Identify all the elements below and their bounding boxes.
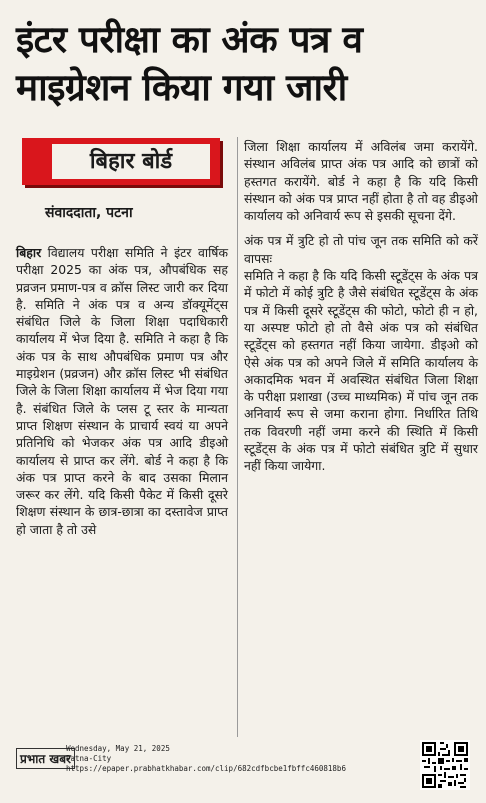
headline-line-2: माइग्रेशन किया गया जारी [16,66,347,109]
clip-date: Wednesday, May 21, 2025 [66,744,170,753]
section-badge-label: बिहार बोर्ड [52,144,210,179]
lead-word: बिहार [16,245,42,260]
headline-line-1: इंटर परीक्षा का अंक पत्र व [16,18,363,61]
column-divider [237,137,238,737]
article-paragraph: जिला शिक्षा कार्यालय में अविलंब जमा करायेंगे. संस्थान अविलंब प्राप्त अंक पत्र आदि को छात्रों को हस्तगत करायेंगे. बोर्ड ने कहा है कि यदि किसी संस्थान को अंक पत्र प्राप्त नहीं होता है तो वह डीइओ कार्यालय को अनिवार्य रूप से इसकी सूचना देंगे. [244,139,478,224]
dateline: संवाददाता, पटना [45,205,133,221]
section-badge [22,138,220,185]
clip-edition: Patna-City [66,754,112,763]
clip-footer [0,738,486,803]
article-body-left: विद्यालय परीक्षा समिति ने इंटर वार्षिक परीक्षा 2025 का अंक पत्र, औपबंधिक सह प्रव्रजन प्रमाण-पत्र व क्रॉस लिस्ट जारी कर दिया है. समिति ने अंक पत्र व अन्य डॉक्यूमेंट्स संबंधित जिले के जिला शिक्षा पदाधिकारी कार्यालय में भेज दिया है. समिति ने कहा है कि अंक पत्र के साथ औपबंधिक प्रमाण पत्र और माइग्रेशन (प्रव्रजन) और क्रॉस लिस्ट भी संबंधित जिले के जिला शिक्षा कार्यालय में भेज दिया गया है. संबंधित जिले के प्लस टू स्तर के मान्यता प्राप्त शिक्षण संस्थान के प्राचार्य स्वयं या अपने प्रतिनिधि को भेजकर अंक पत्र आदि डीइओ कार्यालय से प्राप्त कर लेंगे. बोर्ड ने कहा है कि अंक पत्र प्राप्त करने के बाद उसका मिलान जरूर कर लेंगे. यदि किसी पैकेट में किसी दूसरे शिक्षण संस्थान के छात्र-छात्रा का दस्तावेज प्राप्त हो जाता है तो उसे [16,245,228,537]
article-column-right [244,138,478,475]
article-paragraph [16,244,228,538]
clip-meta [66,744,346,774]
qr-code-icon[interactable] [420,740,470,790]
publication-logo: प्रभात खबर [16,748,75,769]
article-column-left [16,244,228,538]
article-subhead: अंक पत्र में त्रुटि हो तो पांच जून तक समिति को करें वापसः [244,233,478,266]
article-paragraph: समिति ने कहा है कि यदि किसी स्टूडेंट्स के अंक पत्र में फोटो में कोई त्रुटि है जैसे संबंधित स्टूडेंट्स के अंक पत्र में किसी दूसरे स्टूडेंट्स की फोटो, फोटो ही न हो, या अस्पष्ट फोटो हो तो वैसे अंक पत्र को संबंधित स्टूडेंट्स को हस्तगत नहीं किया जायेगा. डीइओ को ऐसे अंक पत्र को अपने जिले में समिति कार्यालय के अकादमिक भवन में अवस्थित संबंधित जिला शिक्षा के परीक्षा प्रशाखा (उच्च माध्यमिक) में पांच जून तक अनिवार्य रूप से जमा कराना होगा. निर्धारित तिथि तक विवरणी नहीं जमा करने की स्थिति में किसी स्टूडेंट्स के अंक पत्र में फोटो संबंधित त्रुटि में सुधार नहीं किया जायेगा. [244,268,478,474]
clip-url[interactable]: https://epaper.prabhatkhabar.com/clip/682cdfbcbe1fbffc460818b6 [66,764,346,773]
headline [16,16,476,112]
